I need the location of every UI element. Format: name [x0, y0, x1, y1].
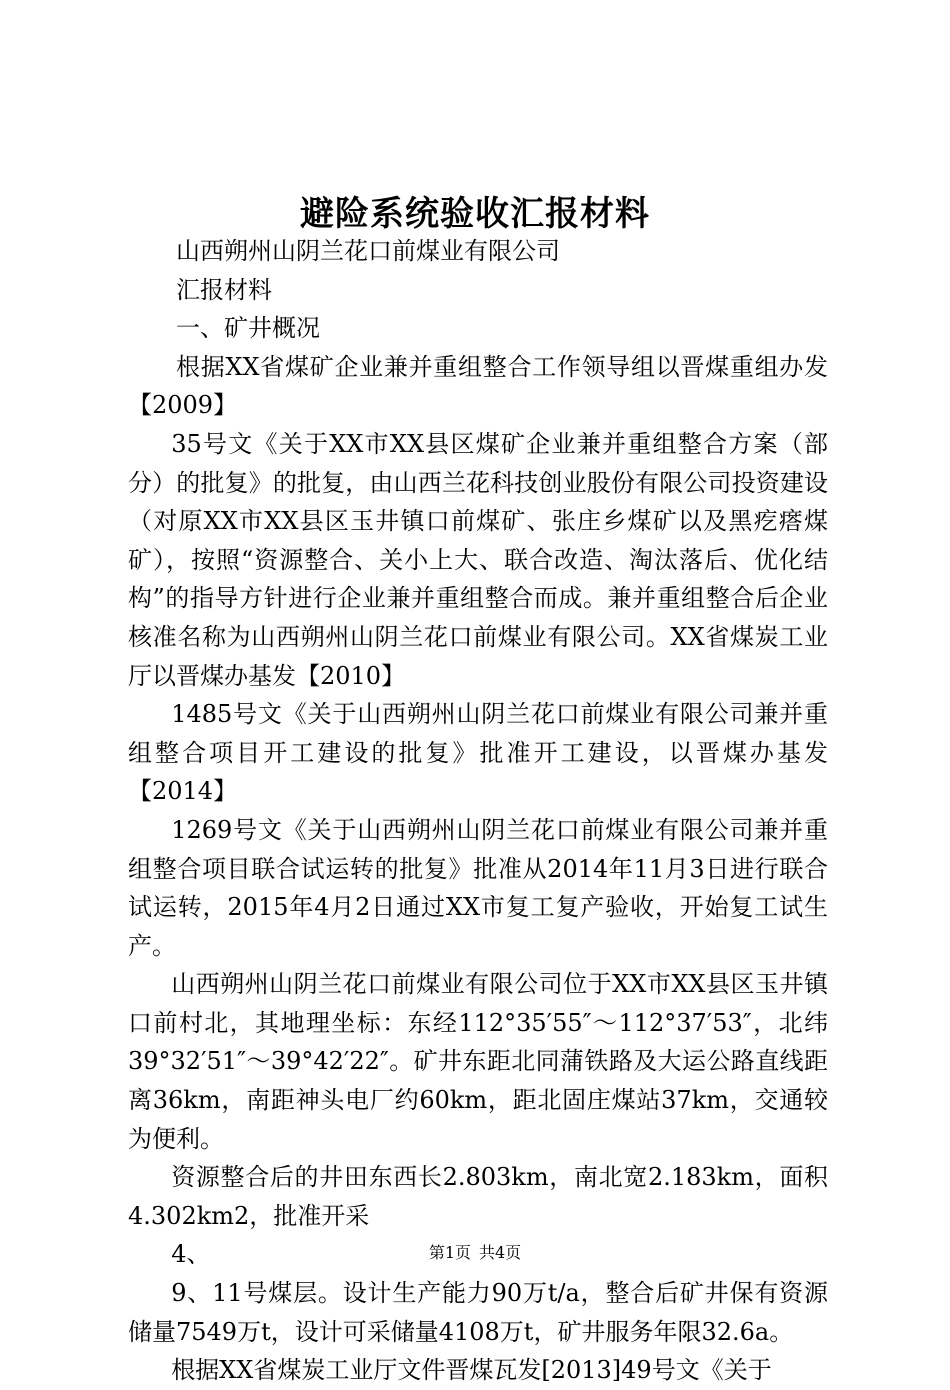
section-heading: 一、矿井概况 [176, 314, 320, 343]
body-paragraph: 4、 [171, 1240, 211, 1269]
page-total: 共4页 [479, 1243, 522, 1262]
body-paragraph: 山西朔州山阴兰花口前煤业有限公司位于XX市XX县区玉井镇口前村北，其地理坐标：东经112°35′55″～112°37′53″，北纬39°32′51″～39°42′22″。矿井东距北同蒲铁路及大运公路直线距离36km，南距神头电厂约60km，距北固庄煤站37km，交通较为便利。 [128, 970, 828, 1153]
body-paragraph: 1485号文《关于山西朔州山阴兰花口前煤业有限公司兼并重组整合项目开工建设的批复》批准开工建设，以晋煤办基发【2014】 [128, 700, 828, 806]
page-number: 第1页 [428, 1243, 471, 1262]
document-title: 避险系统验收汇报材料 [300, 194, 650, 234]
document-body [128, 232, 828, 1390]
body-paragraph: 1269号文《关于山西朔州山阴兰花口前煤业有限公司兼并重组整合项目联合试运转的批复》批准从2014年11月3日进行联合试运转，2015年4月2日通过XX市复工复产验收，开始复工试生产。 [128, 815, 828, 960]
body-paragraph: 9、11号煤层。设计生产能力90万t/a，整合后矿井保有资源储量7549万t，设计可采储量4108万t，矿井服务年限32.6a。 [128, 1279, 828, 1346]
page-footer [0, 1240, 950, 1263]
body-paragraph: 资源整合后的井田东西长2.803km，南北宽2.183km，面积4.302km2，批准开采 [128, 1163, 828, 1230]
body-paragraph: 35号文《关于XX市XX县区煤矿企业兼并重组整合方案（部分）的批复》的批复，由山西兰花科技创业股份有限公司投资建设（对原XX市XX县区玉井镇口前煤矿、张庄乡煤矿以及黑疙瘩煤矿），按照“资源整合、关小上大、联合改造、淘汰落后、优化结构”的指导方针进行企业兼并重组整合而成。兼并重组整合后企业核准名称为山西朔州山阴兰花口前煤业有限公司。XX省煤炭工业厅以晋煤办基发【2010】 [128, 429, 828, 690]
company-name-line: 山西朔州山阴兰花口前煤业有限公司 [176, 237, 560, 265]
body-paragraph: 根据XX省煤炭工业厅文件晋煤瓦发[2013]49号文《关于 [171, 1356, 772, 1385]
body-paragraph: 根据XX省煤矿企业兼并重组整合工作领导组以晋煤重组办发【2009】 [128, 352, 828, 420]
report-subtitle: 汇报材料 [176, 275, 272, 304]
